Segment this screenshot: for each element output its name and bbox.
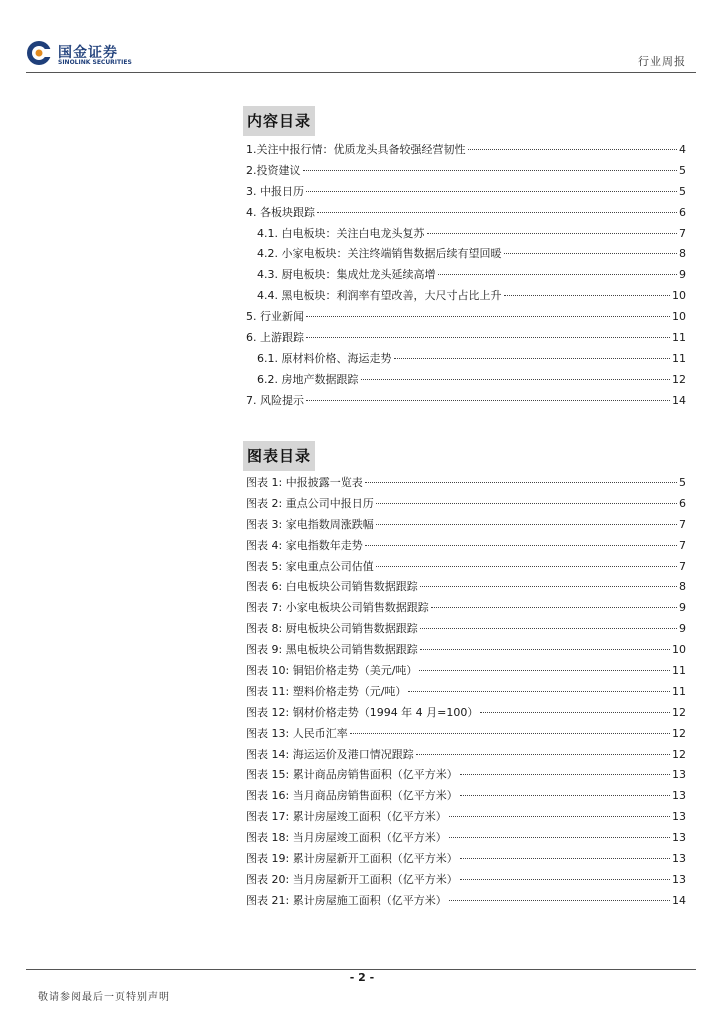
toc-entry[interactable] xyxy=(246,307,686,328)
company-logo xyxy=(26,40,136,68)
toc-entry-label[interactable]: 2.投资建议 xyxy=(246,163,301,177)
toc-entry[interactable] xyxy=(246,598,686,619)
dot-leader xyxy=(306,400,670,401)
toc-entry[interactable] xyxy=(246,849,686,870)
toc-entry-page[interactable]: 4 xyxy=(679,143,686,156)
toc-entry[interactable] xyxy=(246,494,686,515)
toc-entry-label[interactable]: 3. 中报日历 xyxy=(246,184,304,198)
dot-leader xyxy=(361,379,671,380)
toc-entry-label[interactable]: 图表 12: 钢材价格走势（1994 年 4 月=100） xyxy=(246,705,479,719)
toc-entry-label[interactable]: 图表 21: 累计房屋施工面积（亿平方米） xyxy=(246,893,447,907)
toc-entry-label[interactable]: 图表 20: 当月房屋新开工面积（亿平方米） xyxy=(246,872,458,886)
dot-leader xyxy=(394,358,671,359)
dot-leader xyxy=(427,233,678,234)
footer-divider xyxy=(26,969,696,970)
toc-entry-label[interactable]: 图表 17: 累计房屋竣工面积（亿平方米） xyxy=(246,810,447,824)
toc-entry-label[interactable]: 4.3. 厨电板块：集成灶龙头延续高增 xyxy=(257,268,436,282)
dot-leader xyxy=(350,733,670,734)
logo-english-name: SINOLINK SECURITIES xyxy=(58,59,132,66)
toc-entry-page[interactable]: 13 xyxy=(672,831,686,845)
header-divider xyxy=(26,72,696,73)
toc-entry-page[interactable]: 10 xyxy=(672,310,686,324)
toc-entry[interactable] xyxy=(246,391,686,412)
toc-entry[interactable] xyxy=(246,724,686,745)
toc-entry-page[interactable]: 11 xyxy=(672,331,686,345)
toc-entry[interactable] xyxy=(246,828,686,849)
toc-entry-page[interactable]: 5 xyxy=(679,476,686,489)
toc-entry-page[interactable]: 12 xyxy=(672,705,686,719)
toc-entry-page[interactable]: 6 xyxy=(679,205,686,219)
dot-leader xyxy=(438,274,678,275)
toc-entry-label[interactable]: 1.关注中报行情：优质龙头具备较强经营韧性 xyxy=(246,143,466,156)
toc-entry[interactable] xyxy=(246,745,686,766)
toc-entry-label[interactable]: 图表 8: 厨电板块公司销售数据跟踪 xyxy=(246,622,418,636)
toc-entry[interactable] xyxy=(246,870,686,891)
toc-entry-label[interactable]: 6.1. 原材料价格、海运走势 xyxy=(257,351,392,365)
dot-leader xyxy=(431,607,677,608)
toc-entry-page[interactable]: 5 xyxy=(679,163,686,177)
report-type-label: 行业周报 xyxy=(638,55,686,68)
toc-entry-label[interactable]: 图表 13: 人民币汇率 xyxy=(246,726,348,740)
dot-leader xyxy=(504,253,678,254)
toc-entry[interactable] xyxy=(246,765,686,786)
disclaimer-text: 敬请参阅最后一页特别声明 xyxy=(38,992,170,1003)
toc-entry[interactable] xyxy=(246,140,686,161)
toc-entry-label[interactable]: 图表 16: 当月商品房销售面积（亿平方米） xyxy=(246,789,458,803)
toc-entry-label[interactable]: 4.4. 黑电板块：利润率有望改善，大尺寸占比上升 xyxy=(257,289,502,303)
toc-entry-label[interactable]: 4. 各板块跟踪 xyxy=(246,205,315,219)
toc-entry-page[interactable]: 9 xyxy=(679,622,686,636)
toc-entry-label[interactable]: 图表 15: 累计商品房销售面积（亿平方米） xyxy=(246,768,458,782)
toc-entry-label[interactable]: 图表 6: 白电板块公司销售数据跟踪 xyxy=(246,580,418,594)
dot-leader xyxy=(317,212,677,213)
dot-leader xyxy=(376,566,677,567)
toc-entry[interactable] xyxy=(246,244,686,265)
toc-entry[interactable] xyxy=(246,891,686,912)
toc-entry-page[interactable]: 7 xyxy=(679,538,686,552)
toc-entry[interactable] xyxy=(246,703,686,724)
toc-entry-page[interactable]: 13 xyxy=(672,789,686,803)
toc-entry-label[interactable]: 图表 2: 重点公司中报日历 xyxy=(246,496,374,510)
dot-leader xyxy=(408,691,670,692)
dot-leader xyxy=(460,774,670,775)
toc-entry[interactable] xyxy=(246,557,686,578)
toc-entry[interactable] xyxy=(246,203,686,224)
dot-leader xyxy=(480,712,670,713)
toc-entry-label[interactable]: 5. 行业新闻 xyxy=(246,310,304,324)
dot-leader xyxy=(306,191,677,192)
dot-leader xyxy=(460,879,670,880)
logo-chinese-name: 国金证券 xyxy=(58,45,118,61)
contents-list xyxy=(246,140,686,412)
toc-entry-page[interactable]: 12 xyxy=(672,747,686,761)
dot-leader xyxy=(306,337,670,338)
toc-entry-label[interactable]: 6. 上游跟踪 xyxy=(246,331,304,345)
dot-leader xyxy=(420,628,677,629)
toc-entry-label[interactable]: 图表 14: 海运运价及港口情况跟踪 xyxy=(246,747,414,761)
toc-entry-label[interactable]: 图表 1: 中报披露一览表 xyxy=(246,476,363,489)
toc-entry-page[interactable]: 11 xyxy=(672,351,686,365)
dot-leader xyxy=(365,482,677,483)
toc-entry-page[interactable]: 8 xyxy=(679,247,686,261)
toc-entry[interactable] xyxy=(246,473,686,494)
dot-leader xyxy=(376,503,677,504)
dot-leader xyxy=(460,858,670,859)
dot-leader xyxy=(449,900,670,901)
dot-leader xyxy=(504,295,671,296)
toc-entry[interactable] xyxy=(246,536,686,557)
toc-entry-page[interactable]: 10 xyxy=(672,643,686,657)
toc-entry-page[interactable]: 7 xyxy=(679,517,686,531)
toc-entry-label[interactable]: 4.1. 白电板块：关注白电龙头复苏 xyxy=(257,226,425,240)
toc-entry-label[interactable]: 图表 7: 小家电板块公司销售数据跟踪 xyxy=(246,601,429,615)
dot-leader xyxy=(303,170,678,171)
toc-entry-label[interactable]: 4.2. 小家电板块：关注终端销售数据后续有望回暖 xyxy=(257,247,502,261)
toc-entry-page[interactable]: 14 xyxy=(672,393,686,407)
dot-leader xyxy=(420,649,670,650)
page-number: - 2 - xyxy=(349,971,375,984)
toc-entry[interactable] xyxy=(246,349,686,370)
figures-list xyxy=(246,473,686,912)
toc-entry[interactable] xyxy=(246,182,686,203)
toc-entry[interactable] xyxy=(246,265,686,286)
toc-entry[interactable] xyxy=(246,640,686,661)
toc-entry-label[interactable]: 7. 风险提示 xyxy=(246,393,304,407)
toc-entry-page[interactable]: 11 xyxy=(672,684,686,698)
toc-entry-label[interactable]: 图表 9: 黑电板块公司销售数据跟踪 xyxy=(246,643,418,657)
dot-leader xyxy=(416,754,670,755)
sinolink-logo-icon xyxy=(26,40,52,66)
dot-leader xyxy=(460,795,670,796)
dot-leader xyxy=(449,816,670,817)
toc-entry-page[interactable]: 8 xyxy=(679,580,686,594)
toc-entry-page[interactable]: 6 xyxy=(679,496,686,510)
toc-entry-page[interactable]: 11 xyxy=(672,664,686,678)
toc-entry[interactable] xyxy=(246,619,686,640)
toc-entry-page[interactable]: 5 xyxy=(679,184,686,198)
toc-entry-page[interactable]: 13 xyxy=(672,852,686,866)
toc-entry[interactable] xyxy=(246,370,686,391)
dot-leader xyxy=(376,524,677,525)
toc-entry-page[interactable]: 9 xyxy=(679,601,686,615)
toc-entry[interactable] xyxy=(246,682,686,703)
toc-entry[interactable] xyxy=(246,328,686,349)
toc-entry-page[interactable]: 7 xyxy=(679,226,686,240)
dot-leader xyxy=(420,586,677,587)
dot-leader xyxy=(306,316,670,317)
toc-entry-page[interactable]: 12 xyxy=(672,726,686,740)
figures-title: 图表目录 xyxy=(243,441,315,471)
page-header xyxy=(0,0,724,72)
dot-leader xyxy=(468,149,678,150)
toc-entry[interactable] xyxy=(246,807,686,828)
toc-entry[interactable] xyxy=(246,577,686,598)
toc-entry-page[interactable]: 10 xyxy=(672,289,686,303)
toc-entry-label[interactable]: 图表 3: 家电指数周涨跌幅 xyxy=(246,517,374,531)
toc-entry-label[interactable]: 图表 4: 家电指数年走势 xyxy=(246,538,363,552)
toc-entry-label[interactable]: 图表 5: 家电重点公司估值 xyxy=(246,559,374,573)
toc-entry-page[interactable]: 12 xyxy=(672,372,686,386)
toc-entry[interactable] xyxy=(246,786,686,807)
dot-leader xyxy=(449,837,670,838)
toc-entry-label[interactable]: 图表 19: 累计房屋新开工面积（亿平方米） xyxy=(246,852,458,866)
toc-entry[interactable] xyxy=(246,515,686,536)
toc-entry-page[interactable]: 13 xyxy=(672,810,686,824)
toc-entry-label[interactable]: 图表 11: 塑料价格走势（元/吨） xyxy=(246,684,407,698)
toc-entry-page[interactable]: 7 xyxy=(679,559,686,573)
contents-title: 内容目录 xyxy=(243,106,315,136)
toc-entry[interactable] xyxy=(246,161,686,182)
dot-leader xyxy=(365,545,677,546)
toc-entry-label[interactable]: 图表 10: 铜铝价格走势（美元/吨） xyxy=(246,664,418,678)
dot-leader xyxy=(419,670,670,671)
toc-entry-label[interactable]: 图表 18: 当月房屋竣工面积（亿平方米） xyxy=(246,831,447,845)
toc-entry[interactable] xyxy=(246,661,686,682)
toc-entry-label[interactable]: 6.2. 房地产数据跟踪 xyxy=(257,372,359,386)
toc-entry-page[interactable]: 9 xyxy=(679,268,686,282)
toc-entry-page[interactable]: 13 xyxy=(672,872,686,886)
toc-entry-page[interactable]: 14 xyxy=(672,893,686,907)
toc-entry[interactable] xyxy=(246,224,686,245)
toc-entry-page[interactable]: 13 xyxy=(672,768,686,782)
toc-entry[interactable] xyxy=(246,286,686,307)
